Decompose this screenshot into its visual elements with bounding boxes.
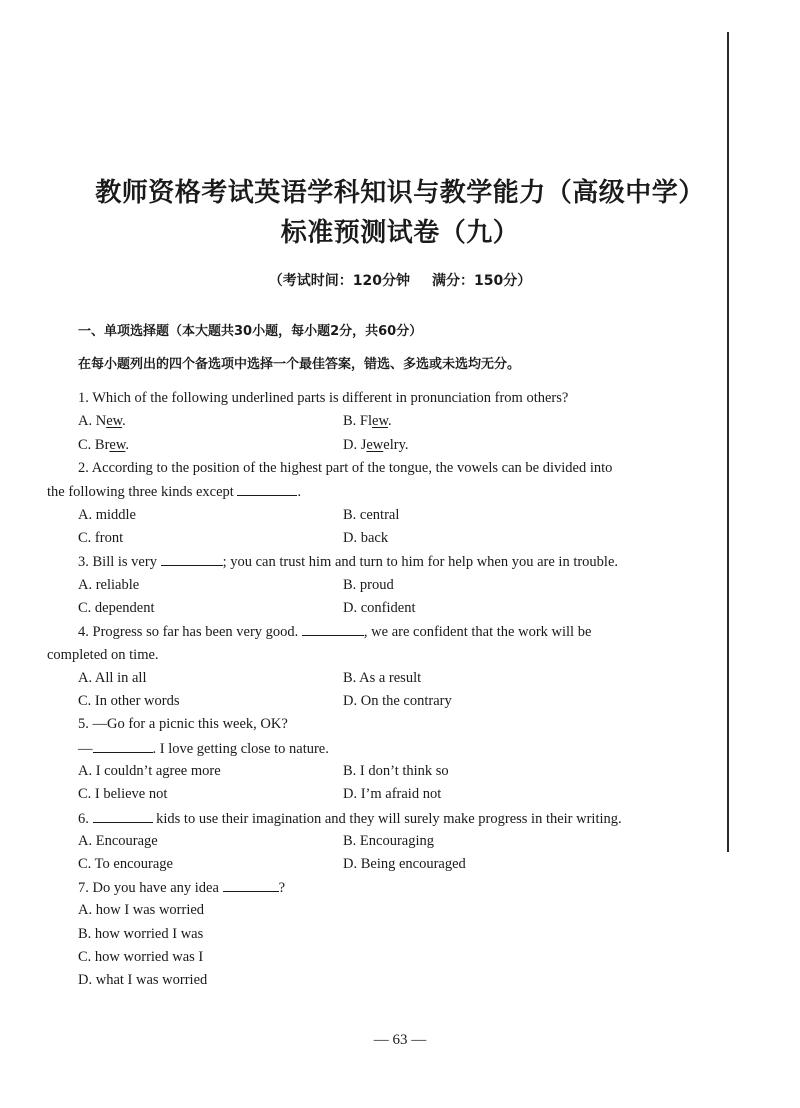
answer-blank bbox=[93, 740, 153, 753]
question-6-option-b: B. Encouraging bbox=[343, 833, 435, 849]
answer-blank bbox=[237, 483, 297, 496]
question-2-option-a: A. middle bbox=[78, 507, 136, 523]
question-3-option-c: C. dependent bbox=[78, 600, 155, 616]
question-6-option-a: A. Encourage bbox=[78, 833, 158, 849]
question-3-stem: 3. Bill is very ; you can trust him and turn to him for help when you are in trouble. bbox=[78, 554, 619, 570]
question-6-option-d: D. Being encouraged bbox=[343, 856, 466, 872]
question-2-option-d: D. back bbox=[343, 530, 389, 546]
exam-title: 教师资格考试英语学科知识与教学能力（高级中学） bbox=[95, 178, 705, 208]
question-5-stem: 5. —Go for a picnic this week, OK? bbox=[78, 716, 288, 732]
question-2-option-b: B. central bbox=[343, 507, 400, 523]
question-1-option-a: A. New. bbox=[78, 413, 126, 429]
question-7-option-b: B. how worried I was bbox=[78, 926, 204, 942]
question-7-option-c: C. how worried was I bbox=[78, 949, 204, 965]
question-3-option-b: B. proud bbox=[343, 577, 394, 593]
question-4-option-c: C. In other words bbox=[78, 693, 180, 709]
question-6-stem: 6. kids to use their imagination and they will surely make progress in their writing. bbox=[78, 811, 622, 827]
question-1-stem: 1. Which of the following underlined parts is different in pronunciation from others? bbox=[78, 390, 569, 406]
question-4-stem: 4. Progress so far has been very good. , we are confident that the work will be bbox=[78, 624, 592, 640]
question-3-option-d: D. confident bbox=[343, 600, 416, 616]
question-7-option-d: D. what I was worried bbox=[78, 972, 208, 988]
exam-subtitle: 标准预测试卷（九） bbox=[280, 218, 520, 248]
question-6-option-c: C. To encourage bbox=[78, 856, 173, 872]
question-1-option-d: D. Jewelry. bbox=[343, 437, 409, 453]
question-2-stem: 2. According to the position of the highest part of the tongue, the vowels can be divided into bbox=[78, 460, 613, 476]
question-2-stem-cont: the following three kinds except . bbox=[47, 484, 302, 500]
exam-score: 满分：150分） bbox=[432, 273, 532, 289]
answer-blank bbox=[93, 810, 153, 823]
question-5-option-d: D. I’m afraid not bbox=[343, 786, 442, 802]
section-heading: 一、单项选择题（本大题共30小题，每小题2分，共60分） bbox=[78, 324, 423, 339]
question-5-reply: — . I love getting close to nature. bbox=[78, 741, 329, 757]
question-5-option-a: A. I couldn’t agree more bbox=[78, 763, 221, 779]
answer-blank bbox=[161, 553, 223, 566]
answer-blank bbox=[302, 623, 364, 636]
question-1-option-c: C. Brew. bbox=[78, 437, 130, 453]
section-instruction: 在每小题列出的四个备选项中选择一个最佳答案，错选、多选或未选均无分。 bbox=[78, 357, 521, 372]
page-edge-line bbox=[727, 32, 729, 852]
question-3-option-a: A. reliable bbox=[78, 577, 140, 593]
page-number: — 63 — bbox=[373, 1032, 427, 1048]
question-4-option-b: B. As a result bbox=[343, 670, 422, 686]
question-4-stem-cont: completed on time. bbox=[47, 647, 159, 663]
question-4-option-a: A. All in all bbox=[78, 670, 147, 686]
exam-time: （考试时间：120分钟 bbox=[268, 273, 410, 289]
question-1-option-b: B. Flew. bbox=[343, 413, 392, 429]
question-7-option-a: A. how I was worried bbox=[78, 902, 205, 918]
question-7-stem: 7. Do you have any idea ? bbox=[78, 880, 285, 896]
question-5-option-c: C. I believe not bbox=[78, 786, 168, 802]
question-5-option-b: B. I don’t think so bbox=[343, 763, 449, 779]
question-4-option-d: D. On the contrary bbox=[343, 693, 452, 709]
answer-blank bbox=[223, 879, 279, 892]
question-2-option-c: C. front bbox=[78, 530, 124, 546]
exam-meta bbox=[0, 270, 800, 290]
